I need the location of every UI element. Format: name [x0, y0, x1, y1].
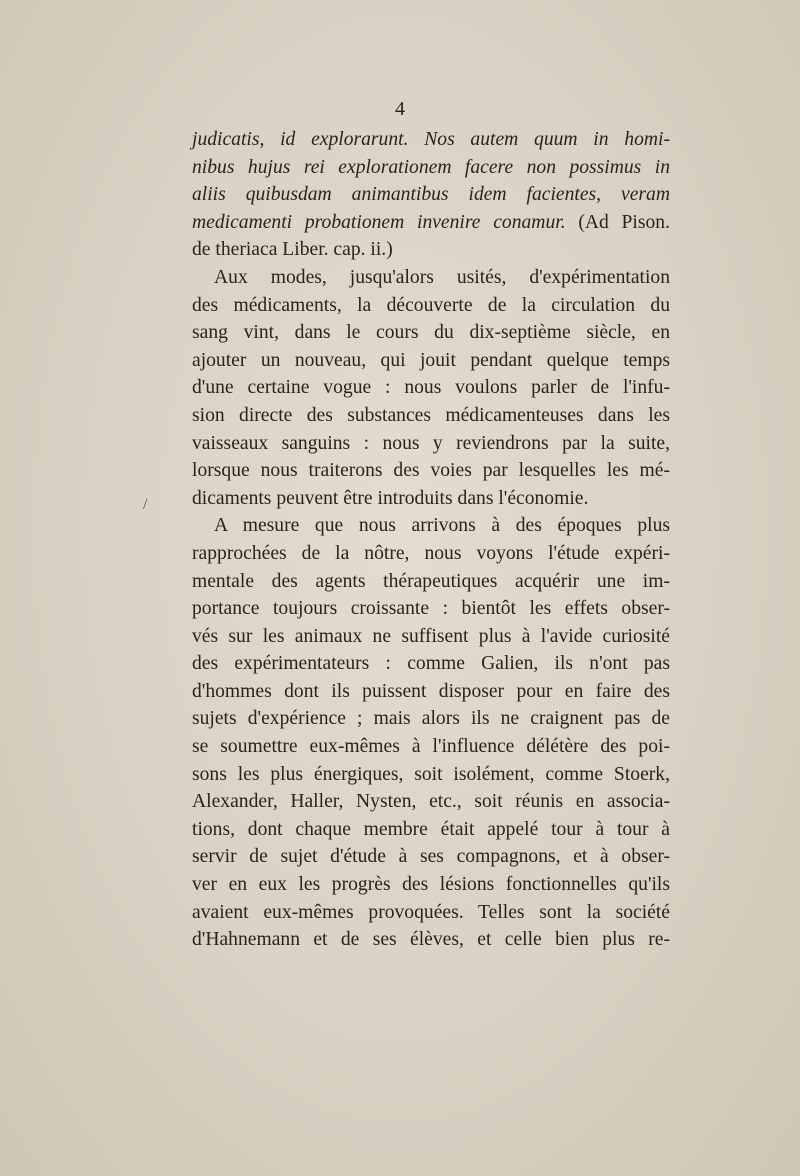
latin-quote: judicatis, id explorarunt. [192, 129, 425, 150]
text-line: des médicaments, la découverte de la circulation du [192, 294, 670, 316]
text-line [192, 126, 670, 154]
text-line: Alexander, Haller, Nysten, etc., soit réunis en associa- [192, 791, 670, 813]
body-text [192, 126, 670, 954]
citation: (Ad Pison. [565, 211, 670, 233]
text-line: vés sur les animaux ne suffisent plus à l'avide curiosité [192, 625, 670, 647]
text-line: de theriaca Liber. cap. ii.) [192, 239, 393, 261]
text-line [192, 209, 670, 237]
text-line: tions, dont chaque membre était appelé tour à tour à [192, 818, 670, 840]
text-line: d'une certaine vogue : nous voulons parler de l'infu- [192, 377, 670, 399]
text-line: servir de sujet d'étude à ses compagnons, et à obser- [192, 846, 670, 868]
text-line: sion directe des substances médicamenteuses dans les [192, 404, 670, 426]
page-number: 4 [395, 98, 405, 120]
margin-mark: / [143, 496, 148, 513]
text-line: ver en eux les progrès des lésions fonctionnelles qu'ils [192, 874, 670, 896]
latin-quote: aliis quibusdam animantibus idem facientes, veram [192, 184, 670, 206]
paragraph-start: Aux modes, jusqu'alors usités, d'expérimentation [214, 266, 670, 288]
text-line: d'Hahnemann et de ses élèves, et celle bien plus re- [192, 929, 670, 951]
text-line: sang vint, dans le cours du dix-septième siècle, en [192, 322, 670, 344]
paragraph-start: A mesure que nous arrivons à des époques plus [214, 515, 670, 537]
text-line: sujets d'expérience ; mais alors ils ne craignent pas de [192, 708, 670, 730]
text-line: lorsque nous traiterons des voies par lesquelles les mé- [192, 460, 670, 482]
text-line: portance toujours croissante : bientôt les effets obser- [192, 598, 670, 620]
latin-quote: nibus hujus rei explorationem facere non possimus in [192, 156, 670, 178]
latin-quote: medicamenti probationem invenire conamur. [192, 211, 566, 233]
text-line: vaisseaux sanguins : nous y reviendrons par la suite, [192, 432, 670, 454]
text-line [192, 181, 670, 209]
text-line: sons les plus énergiques, soit isolément, comme Stoerk, [192, 763, 670, 785]
text-line [192, 154, 670, 182]
text-line: rapprochées de la nôtre, nous voyons l'étude expéri- [192, 542, 670, 564]
text-line: se soumettre eux-mêmes à l'influence délétère des poi- [192, 736, 670, 758]
text-line: des expérimentateurs : comme Galien, ils n'ont pas [192, 653, 670, 675]
text-line: d'hommes dont ils puissent disposer pour en faire des [192, 680, 670, 702]
text-line: avaient eux-mêmes provoquées. Telles sont la société [192, 901, 670, 923]
latin-quote: Nos autem quum in homi- [424, 129, 670, 150]
text-line: ajouter un nouveau, qui jouit pendant quelque temps [192, 349, 670, 371]
text-line: mentale des agents thérapeutiques acquérir une im- [192, 570, 670, 592]
text-line: dicaments peuvent être introduits dans l'économie. [192, 487, 589, 509]
